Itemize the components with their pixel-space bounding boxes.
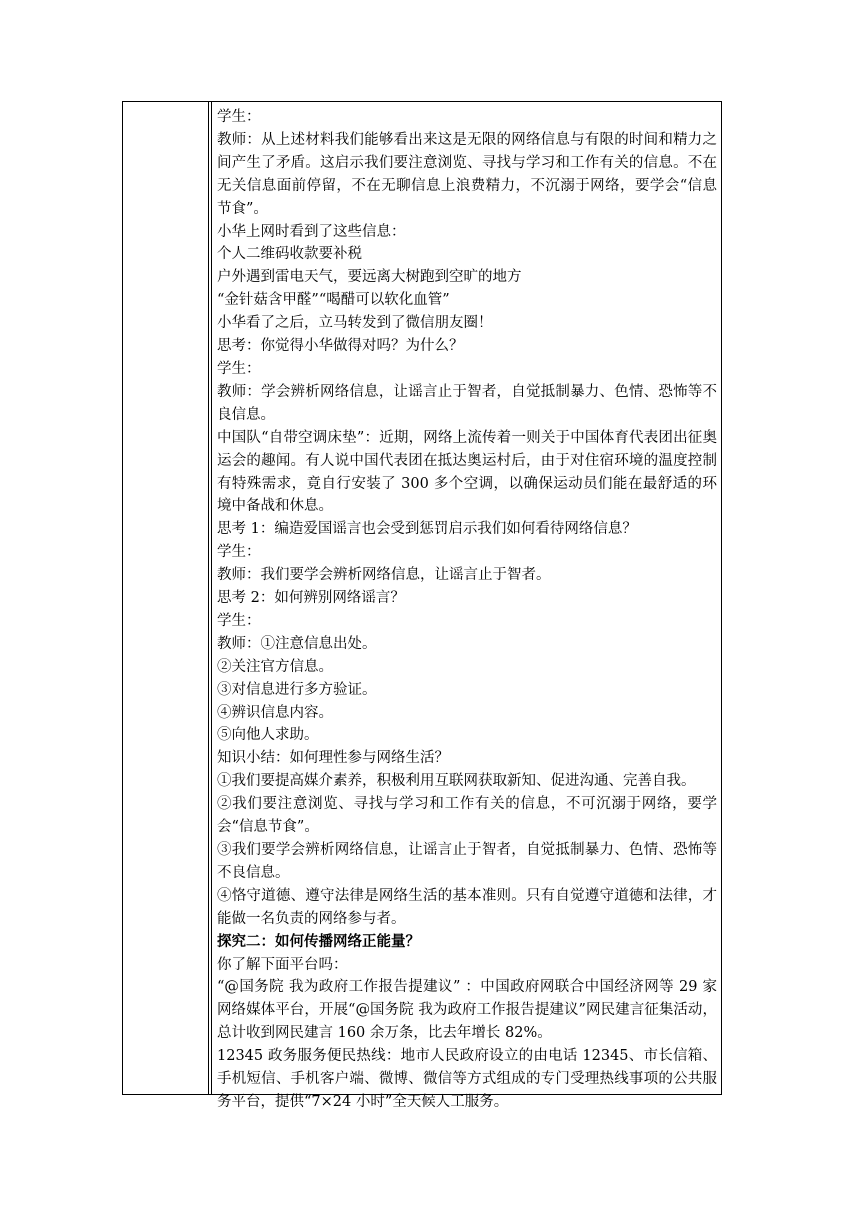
text-line: 教师：从上述材料我们能够看出来这是无限的网络信息与有限的时间和精力之间产生了矛盾。这启示我们要注意浏览、寻找与学习和工作有关的信息。不在无关信息面前停留，不在无聊信息上浪费精力，不沉溺于网络，要学会“信息节食”。 [217,131,717,217]
text-line: 个人二维码收款要补税 [217,246,362,263]
text-line: 中国队“自带空调床垫”：近期，网络上流传着一则关于中国体育代表团出征奥运会的趣闻。有人说中国代表团在抵达奥运村后，由于对住宿环境的温度控制有特殊需求，竟自行安装了 300 多个空调，以确保运动员们能在最舒适的环境中备战和休息。 [217,429,717,515]
text-line: 12345 政务服务便民热线：地市人民政府设立的由电话 12345、市长信箱、手机短信、手机客户端、微博、微信等方式组成的专门受理热线事项的公共服务平台，提供“7×24 小时”全天候人工服务。 [217,1048,717,1110]
text-line: 知识小结：如何理性参与网络生活？ [217,750,449,767]
text-line: 思考：你觉得小华做得对吗？为什么？ [217,338,464,355]
text-line: “@国务院 我为政府工作报告提建议” ：中国政府网联合中国经济网等 29 家网络媒体平台，开展“@国务院 我为政府工作报告提建议”网民建言征集活动，总计收到网民建言 160 余万条，比去年增长 82%。 [217,979,717,1042]
text-line: 教师：我们要学会辨析网络信息，让谣言止于智者。 [217,567,551,584]
column-divider-right [211,102,212,1094]
section-heading: 探究二：如何传播网络正能量？ [217,932,420,950]
text-line: 学生： [217,544,261,561]
teaching-process-cell [217,106,717,1114]
text-line: 教师：学会辨析网络信息，让谣言止于智者，自觉抵制暴力、色情、恐怖等不良信息。 [217,383,717,423]
lesson-table [122,101,722,1110]
text-line: ⑤向他人求助。 [217,727,319,744]
text-line: ②关注官方信息。 [217,658,333,675]
text-line: ③对信息进行多方验证。 [217,681,377,698]
text-line: ②我们要注意浏览、寻找与学习和工作有关的信息，不可沉溺于网络，要学会“信息节食”。 [217,796,717,836]
text-line: 教师：①注意信息出处。 [217,635,377,652]
text-line: 你了解下面平台吗： [217,956,348,973]
text-line: ①我们要提高媒介素养，积极利用互联网获取新知、促进沟通、完善自我。 [217,773,696,790]
text-line: ④辨识信息内容。 [217,704,333,721]
text-line: 思考 2：如何辨别网络谣言？ [217,590,405,607]
text-line: 学生： [217,360,261,377]
text-line: 思考 1：编造爱国谣言也会受到惩罚启示我们如何看待网络信息？ [217,521,637,538]
text-line: “金针菇含甲醛”“喝醋可以软化血管” [217,292,450,309]
column-divider-left [208,102,209,1094]
text-line: 小华看了之后，立马转发到了微信朋友圈！ [217,315,493,332]
text-line: 学生： [217,612,261,629]
text-line: 户外遇到雷电天气，要远离大树跑到空旷的地方 [217,269,522,286]
text-line: ④恪守道德、遵守法律是网络生活的基本准则。只有自觉遵守道德和法律，才能做一名负责的网络参与者。 [217,887,717,927]
text-line: ③我们要学会辨析网络信息，让谣言止于智者，自觉抵制暴力、色情、恐怖等不良信息。 [217,842,717,881]
text-line: 学生： [217,109,261,125]
text-line: 小华上网时看到了这些信息： [217,223,406,240]
